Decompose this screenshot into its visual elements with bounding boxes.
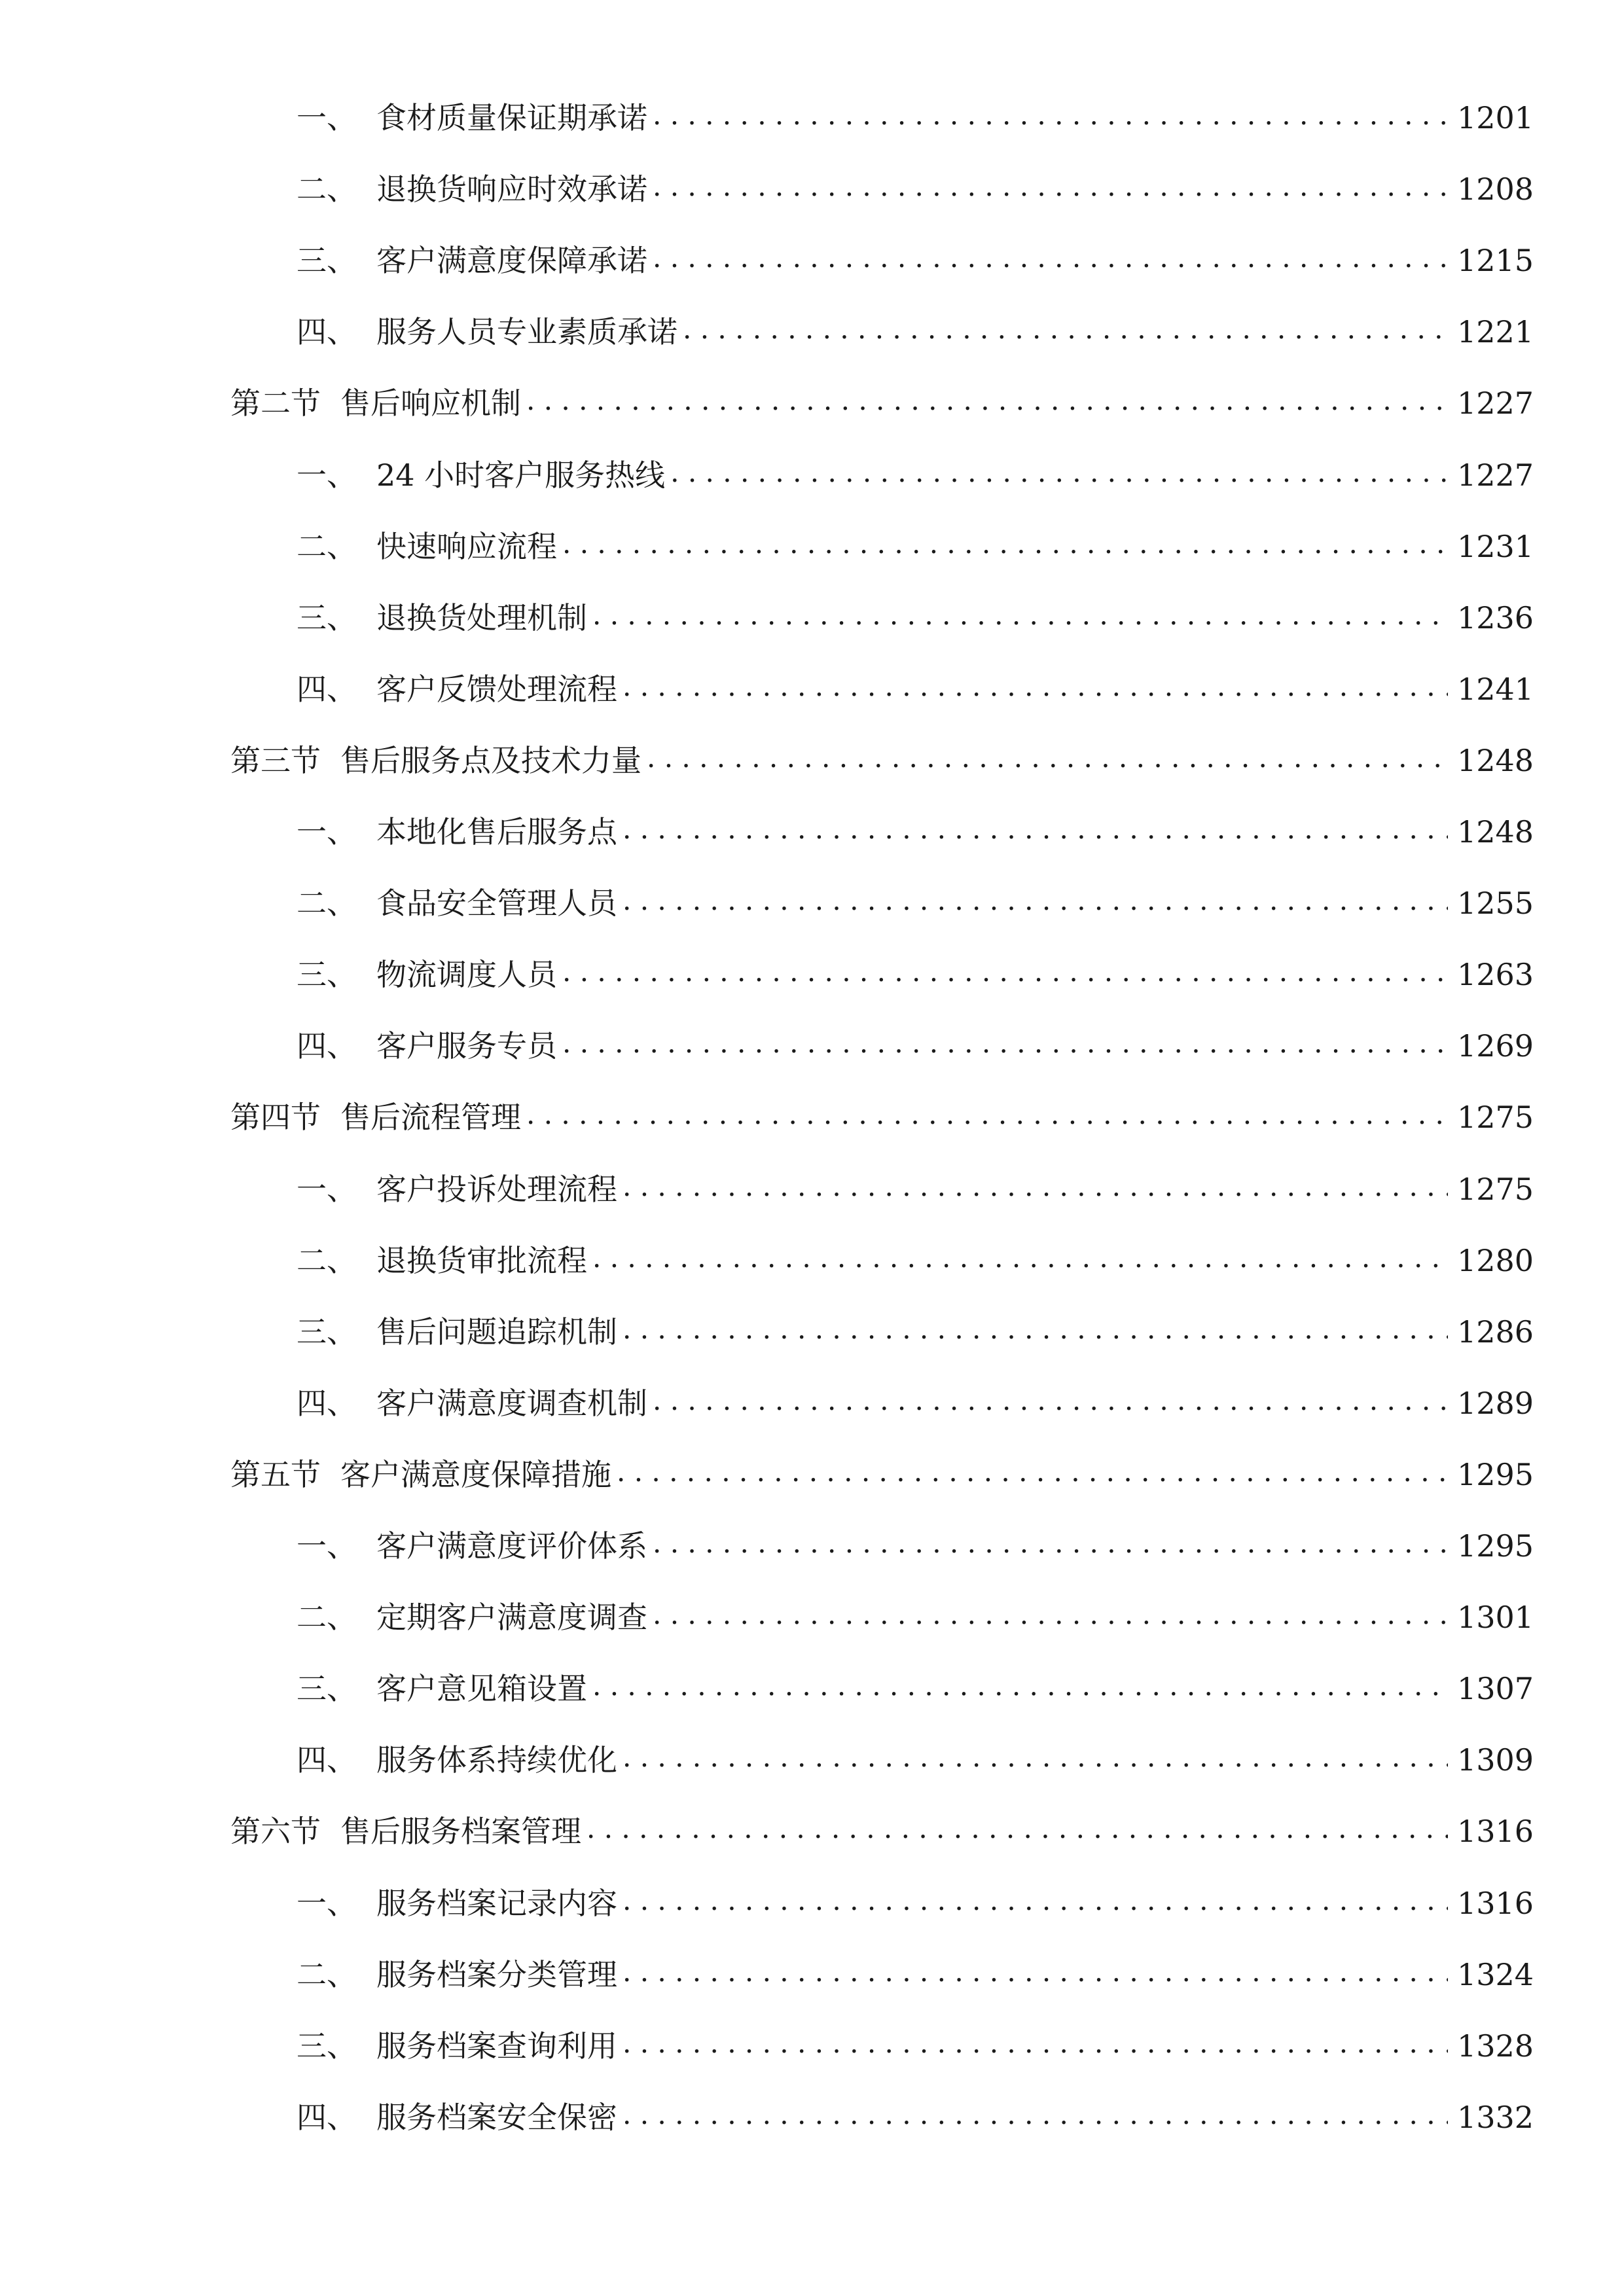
toc-entry-number: 三、 [297, 243, 357, 278]
toc-entry-number: 一、 [297, 1886, 357, 1921]
toc-subsection-entry[interactable] [297, 306, 1534, 358]
toc-page-number: 1275 [1457, 1172, 1534, 1207]
toc-entry-title: 退换货处理机制 [376, 600, 587, 636]
toc-dot-leader [623, 803, 1448, 855]
toc-entry-number: 一、 [297, 1528, 357, 1564]
toc-entry-title: 服务档案安全保密 [376, 2100, 617, 2135]
toc-dot-leader [653, 1588, 1448, 1641]
toc-page-number: 1215 [1457, 243, 1534, 278]
toc-entry-title: 服务档案查询利用 [376, 2028, 617, 2064]
toc-entry-title: 食品安全管理人员 [376, 886, 617, 921]
toc-entry-number: 三、 [297, 2028, 357, 2064]
toc-dot-leader [653, 1374, 1448, 1427]
toc-entry-number: 四、 [297, 1742, 357, 1778]
toc-subsection-entry[interactable] [297, 592, 1534, 644]
toc-entry-title: 退换货审批流程 [376, 1243, 587, 1278]
toc-entry-title: 客户反馈处理流程 [376, 672, 617, 707]
toc-entry-title: 客户满意度评价体系 [376, 1528, 647, 1564]
toc-entry-title: 退换货响应时效承诺 [376, 171, 647, 207]
toc-page-number: 1236 [1457, 600, 1534, 636]
toc-subsection-entry[interactable] [297, 163, 1534, 215]
toc-dot-leader [526, 1088, 1448, 1141]
toc-page-number: 1263 [1457, 957, 1534, 992]
toc-entry-number: 三、 [297, 957, 357, 992]
toc-entry-number: 二、 [297, 1600, 357, 1635]
toc-dot-leader [617, 1446, 1448, 1498]
toc-entry-title: 食材质量保证期承诺 [376, 100, 647, 135]
toc-subsection-entry[interactable] [297, 1020, 1534, 1072]
toc-entry-title: 服务体系持续优化 [376, 1742, 617, 1778]
toc-entry-title: 售后服务点及技术力量 [340, 743, 641, 778]
toc-dot-leader [653, 1517, 1448, 1570]
toc-entry-number: 第五节 [230, 1457, 321, 1492]
toc-entry-title: 客户投诉处理流程 [376, 1172, 617, 1207]
toc-dot-leader [623, 2017, 1448, 2070]
toc-entry-number: 一、 [297, 814, 357, 850]
toc-entry-number: 第四节 [230, 1100, 321, 1135]
toc-page-number: 1324 [1457, 1957, 1534, 1992]
toc-entry-number: 三、 [297, 1314, 357, 1350]
toc-page-number: 1227 [1457, 386, 1534, 421]
toc-page-number: 1280 [1457, 1243, 1534, 1278]
toc-subsection-entry[interactable] [297, 877, 1534, 929]
toc-section-entry[interactable] [230, 734, 1534, 787]
toc-subsection-entry[interactable] [297, 663, 1534, 715]
toc-page-number: 1286 [1457, 1314, 1534, 1350]
toc-page-number: 1231 [1457, 529, 1534, 564]
toc-dot-leader [586, 1803, 1448, 1855]
toc-subsection-entry[interactable] [297, 1662, 1534, 1715]
toc-section-entry[interactable] [230, 1805, 1534, 1857]
toc-entry-title: 24 小时客户服务热线 [376, 457, 666, 493]
toc-subsection-entry[interactable] [297, 948, 1534, 1001]
toc-entry-number: 二、 [297, 886, 357, 921]
toc-subsection-entry[interactable] [297, 2091, 1534, 2144]
toc-entry-title: 客户意见箱设置 [376, 1671, 587, 1706]
toc-subsection-entry[interactable] [297, 1234, 1534, 1287]
toc-subsection-entry[interactable] [297, 2020, 1534, 2072]
toc-entry-number: 三、 [297, 600, 357, 636]
toc-entry-number: 四、 [297, 1028, 357, 1064]
toc-section-entry[interactable] [230, 1091, 1534, 1143]
toc-dot-leader [647, 732, 1448, 784]
toc-dot-leader [623, 874, 1448, 927]
toc-dot-leader [526, 374, 1448, 427]
toc-page-number: 1289 [1457, 1386, 1534, 1421]
toc-entry-title: 售后服务档案管理 [340, 1814, 581, 1849]
toc-entry-title: 售后问题追踪机制 [376, 1314, 617, 1350]
toc-subsection-entry[interactable] [297, 1377, 1534, 1429]
toc-page-number: 1255 [1457, 886, 1534, 921]
toc-page-number: 1208 [1457, 171, 1534, 207]
toc-entry-title: 客户服务专员 [376, 1028, 557, 1064]
toc-entry-number: 四、 [297, 2100, 357, 2135]
toc-entry-number: 第三节 [230, 743, 321, 778]
toc-entry-number: 二、 [297, 171, 357, 207]
toc-page-number: 1316 [1457, 1886, 1534, 1921]
toc-entry-number: 一、 [297, 100, 357, 135]
toc-dot-leader [562, 518, 1448, 570]
toc-dot-leader [653, 232, 1448, 284]
toc-entry-number: 四、 [297, 1386, 357, 1421]
toc-dot-leader [562, 1017, 1448, 1069]
toc-page-number: 1295 [1457, 1457, 1534, 1492]
toc-dot-leader [592, 589, 1448, 641]
toc-subsection-entry[interactable] [297, 520, 1534, 573]
toc-subsection-entry[interactable] [297, 1877, 1534, 1929]
toc-entry-title: 服务人员专业素质承诺 [376, 314, 677, 350]
toc-page-number: 1248 [1457, 814, 1534, 850]
toc-entry-number: 第六节 [230, 1814, 321, 1849]
toc-page-number: 1201 [1457, 100, 1534, 135]
toc-page-number: 1309 [1457, 1742, 1534, 1778]
toc-dot-leader [623, 1946, 1448, 1998]
toc-page-number: 1301 [1457, 1600, 1534, 1635]
toc-page-number: 1295 [1457, 1528, 1534, 1564]
toc-entry-number: 一、 [297, 1172, 357, 1207]
toc-page-number: 1269 [1457, 1028, 1534, 1064]
toc-entry-title: 服务档案分类管理 [376, 1957, 617, 1992]
toc-dot-leader [592, 1232, 1448, 1284]
toc-entry-title: 快速响应流程 [376, 529, 557, 564]
toc-entry-number: 二、 [297, 529, 357, 564]
toc-entry-title: 客户满意度保障措施 [340, 1457, 611, 1492]
toc-page-number: 1241 [1457, 672, 1534, 707]
toc-dot-leader [653, 89, 1448, 141]
toc-dot-leader [562, 946, 1448, 998]
toc-entry-number: 一、 [297, 457, 357, 493]
toc-page-number: 1227 [1457, 457, 1534, 493]
toc-section-entry[interactable] [230, 1448, 1534, 1501]
toc-entry-title: 售后响应机制 [340, 386, 521, 421]
toc-page-number: 1307 [1457, 1671, 1534, 1706]
toc-entry-number: 二、 [297, 1243, 357, 1278]
toc-entry-number: 四、 [297, 672, 357, 707]
toc-section-entry[interactable] [230, 377, 1534, 429]
toc-dot-leader [623, 660, 1448, 713]
toc-entry-number: 四、 [297, 314, 357, 350]
toc-entry-number: 二、 [297, 1957, 357, 1992]
toc-entry-title: 客户满意度调查机制 [376, 1386, 647, 1421]
toc-subsection-entry[interactable] [297, 1591, 1534, 1643]
toc-subsection-entry[interactable] [297, 234, 1534, 287]
toc-entry-title: 物流调度人员 [376, 957, 557, 992]
toc-dot-leader [623, 1303, 1448, 1355]
toc-page-number: 1248 [1457, 743, 1534, 778]
toc-page-number: 1332 [1457, 2100, 1534, 2135]
toc-dot-leader [653, 160, 1448, 213]
toc-subsection-entry[interactable] [297, 1734, 1534, 1786]
toc-subsection-entry[interactable] [297, 449, 1534, 501]
toc-subsection-entry[interactable] [297, 806, 1534, 858]
toc-entry-title: 售后流程管理 [340, 1100, 521, 1135]
toc-dot-leader [623, 1731, 1448, 1784]
toc-entry-title: 服务档案记录内容 [376, 1886, 617, 1921]
toc-page-number: 1328 [1457, 2028, 1534, 2064]
toc-dot-leader [623, 1160, 1448, 1213]
toc-subsection-entry[interactable] [297, 1520, 1534, 1572]
toc-dot-leader [623, 2089, 1448, 2141]
toc-subsection-entry[interactable] [297, 92, 1534, 144]
toc-entry-title: 客户满意度保障承诺 [376, 243, 647, 278]
toc-dot-leader [670, 446, 1448, 499]
toc-dot-leader [623, 1874, 1448, 1927]
toc-dot-leader [592, 1660, 1448, 1712]
toc-entry-number: 三、 [297, 1671, 357, 1706]
toc-page-number: 1275 [1457, 1100, 1534, 1135]
toc-subsection-entry[interactable] [297, 1163, 1534, 1215]
toc-page-number: 1316 [1457, 1814, 1534, 1849]
toc-page-number: 1221 [1457, 314, 1534, 350]
toc-dot-leader [683, 303, 1448, 355]
toc-entry-title: 定期客户满意度调查 [376, 1600, 647, 1635]
toc-entry-number: 第二节 [230, 386, 321, 421]
toc-entry-title: 本地化售后服务点 [376, 814, 617, 850]
toc-subsection-entry[interactable] [297, 1306, 1534, 1358]
toc-subsection-entry[interactable] [297, 1948, 1534, 2001]
